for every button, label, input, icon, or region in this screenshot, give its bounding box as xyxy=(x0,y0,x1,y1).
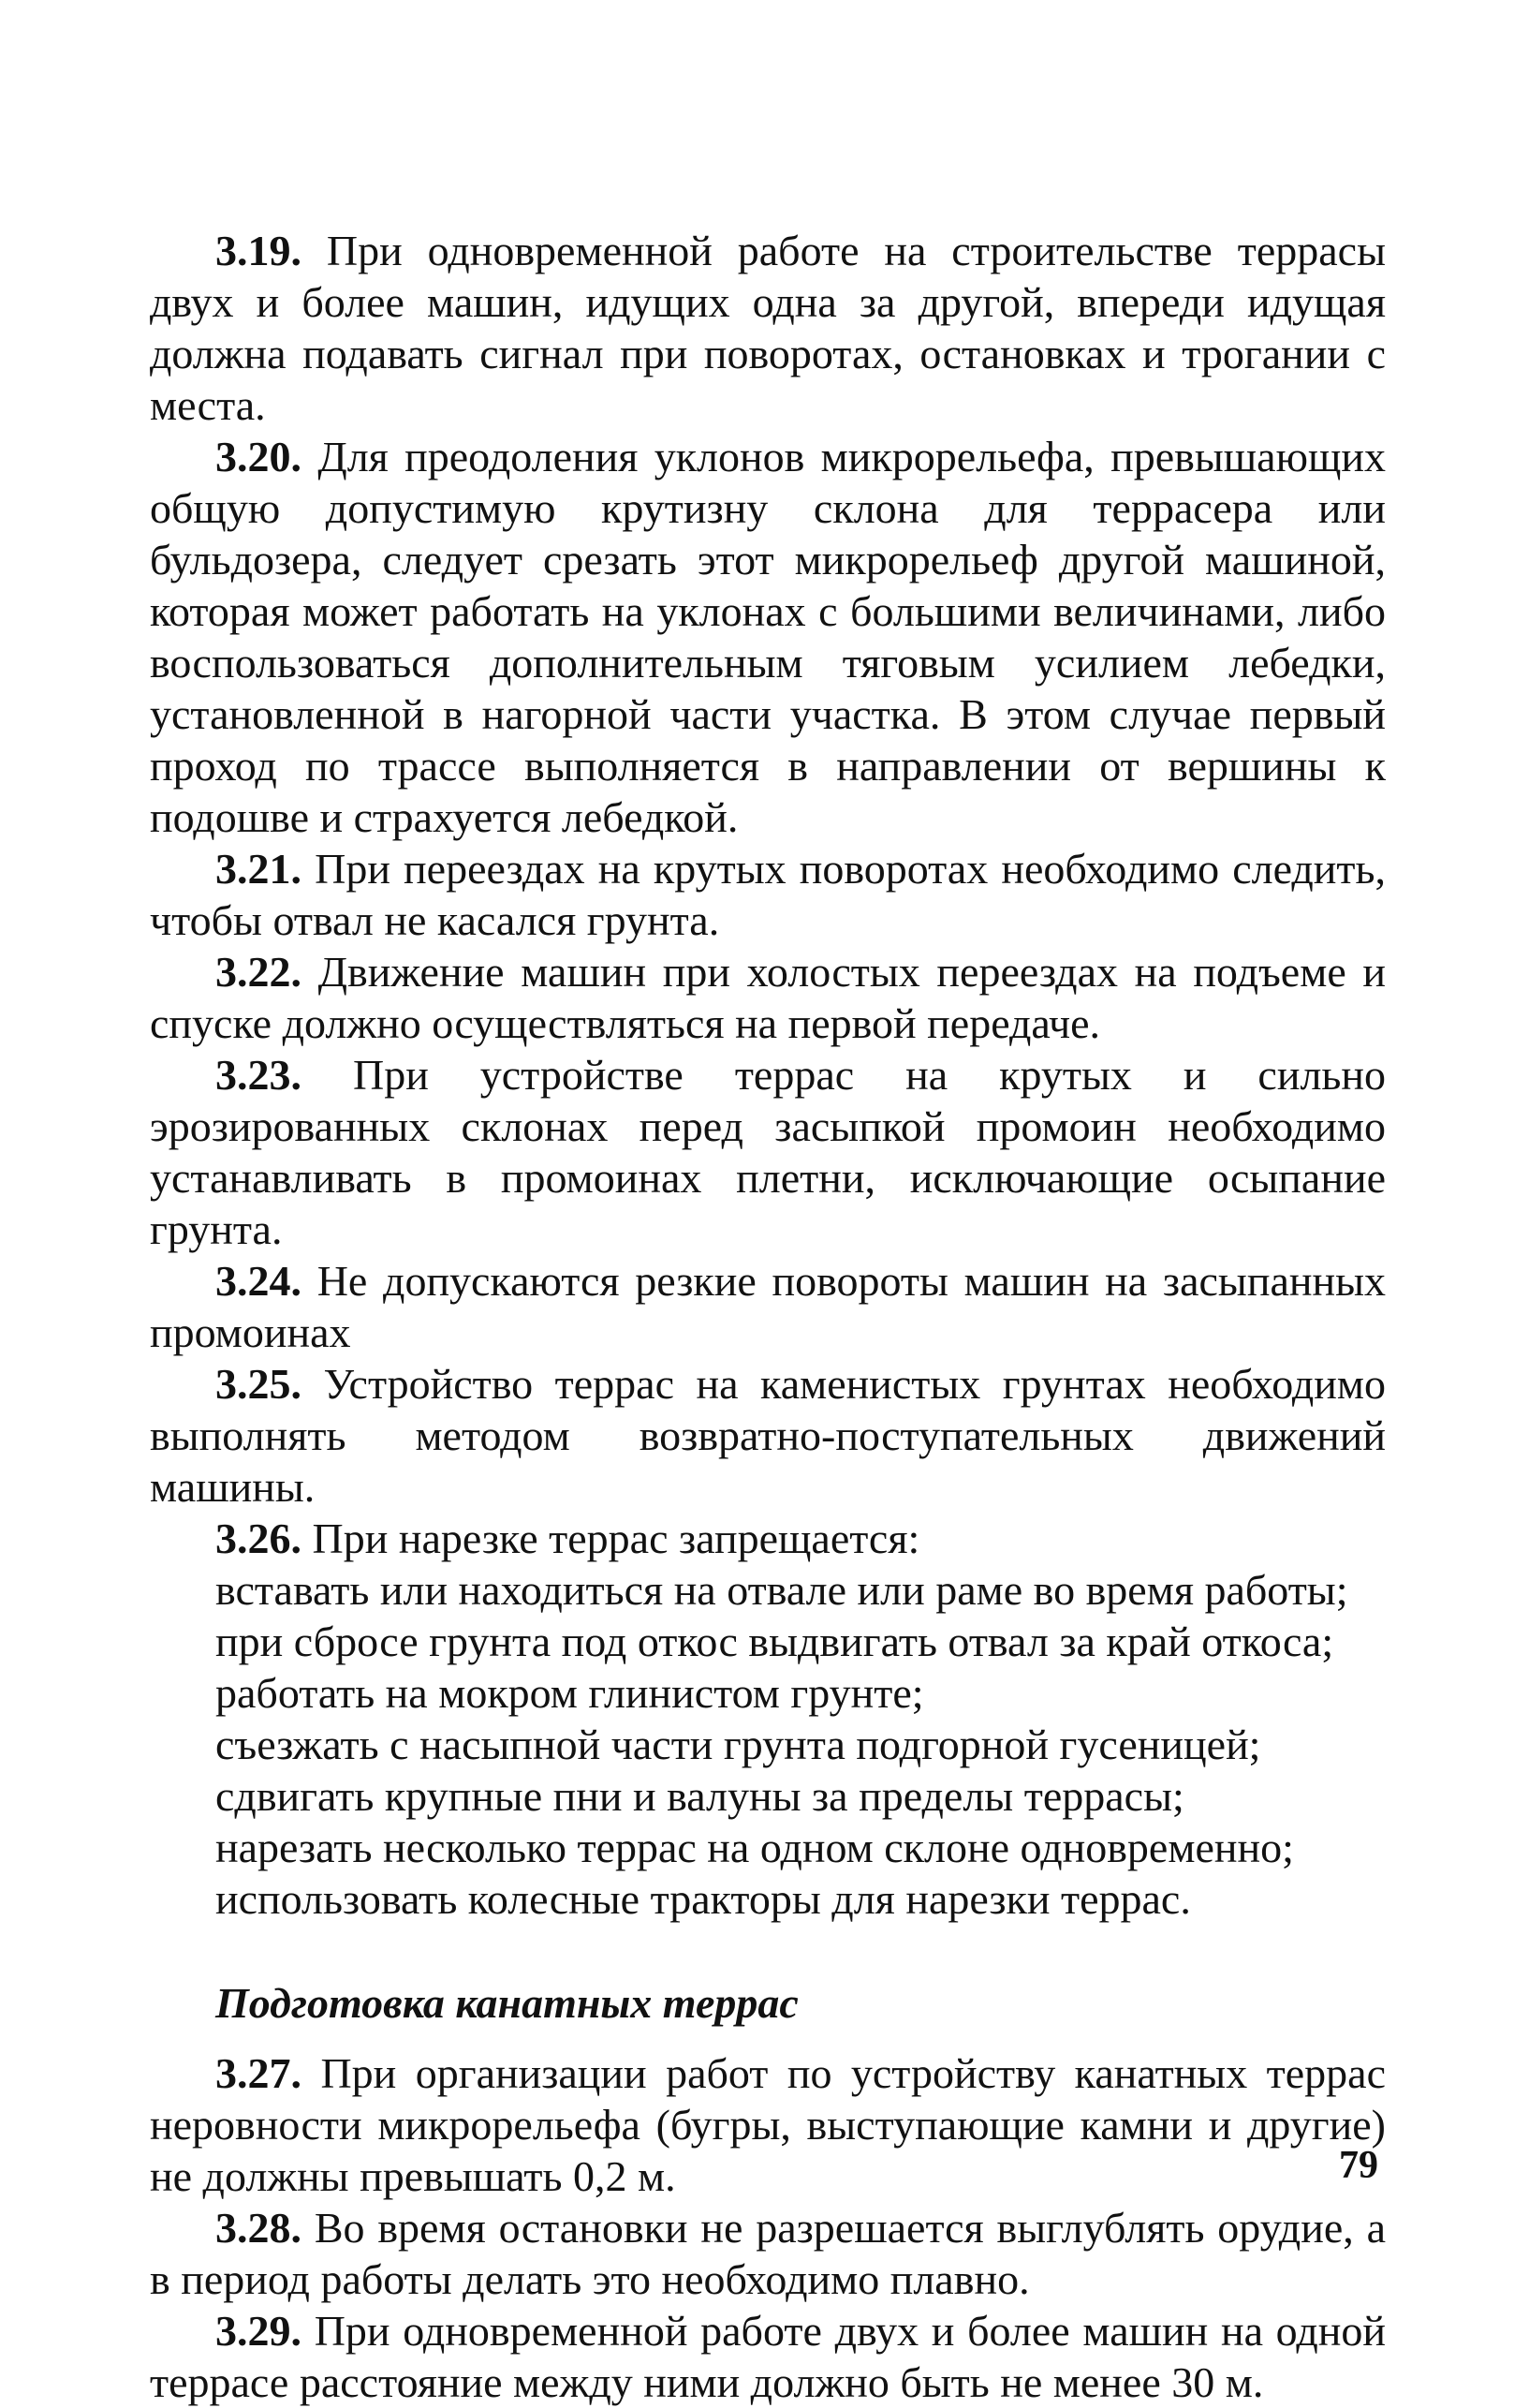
paragraph-3-20 xyxy=(150,431,1386,843)
page-number: 79 xyxy=(1339,2144,1378,2187)
paragraph-3-19 xyxy=(150,225,1386,431)
paragraph-3-24 xyxy=(150,1255,1386,1358)
paragraph-text: Движение машин при холостых переездах на подъеме и спуске должно осуществляться на первой передаче. xyxy=(150,948,1386,1047)
prohibited-list xyxy=(150,1564,1386,1925)
paragraph-number: 3.27. xyxy=(215,2049,301,2097)
paragraph-text: Не допускаются резкие повороты машин на засыпанных промоинах xyxy=(150,1257,1386,1356)
list-item: сдвигать крупные пни и валуны за пределы террасы; xyxy=(215,1772,1184,1820)
paragraph-3-27 xyxy=(150,2047,1386,2202)
list-item: вставать или находиться на отвале или раме во время работы; xyxy=(215,1566,1348,1614)
paragraph-text: При устройстве террас на крутых и сильно эрозированных склонах перед засыпкой промоин необходимо устанавливать в промоинах плетни, исключающие осыпание грунта. xyxy=(150,1051,1387,1253)
paragraph-text: При переездах на крутых поворотах необходимо следить, чтобы отвал не касался грунта. xyxy=(150,845,1386,944)
paragraph-3-21 xyxy=(150,843,1386,946)
paragraph-text: Устройство террас на каменистых грунтах необходимо выполнять методом возвратно-поступательных движений машины. xyxy=(150,1360,1386,1511)
list-item: нарезать несколько террас на одном склоне одновременно; xyxy=(215,1824,1294,1871)
paragraph-3-26 xyxy=(150,1513,1386,1564)
paragraph-3-23 xyxy=(150,1049,1386,1255)
paragraph-3-29 xyxy=(150,2305,1386,2408)
paragraph-text: При нарезке террас запрещается: xyxy=(312,1514,920,1562)
paragraph-number: 3.23. xyxy=(215,1051,301,1099)
paragraph-text: При одновременной работе двух и более машин на одной террасе расстояние между ними должно быть не менее 30 м. xyxy=(150,2307,1386,2406)
paragraph-number: 3.20. xyxy=(215,433,301,480)
list-item: съезжать с насыпной части грунта подгорной гусеницей; xyxy=(215,1721,1261,1768)
paragraph-text: Во время остановки не разрешается выглублять орудие, а в период работы делать это необходимо плавно. xyxy=(150,2204,1386,2303)
section-heading: Подготовка канатных террас xyxy=(215,1979,799,2027)
list-item: использовать колесные тракторы для нарезки террас. xyxy=(215,1875,1191,1923)
paragraph-number: 3.24. xyxy=(215,1257,301,1305)
paragraph-3-28 xyxy=(150,2202,1386,2305)
paragraph-number: 3.28. xyxy=(215,2204,301,2252)
paragraph-number: 3.29. xyxy=(215,2307,301,2355)
list-item: работать на мокром глинистом грунте; xyxy=(215,1669,924,1717)
paragraph-text: Для преодоления уклонов микрорельефа, превышающих общую допустимую крутизну склона для террасера или бульдозера, следует срезать этот микрорельеф другой машиной, которая может работать на уклонах с большими величинами, либо воспользоваться дополнительным тяговым усилием лебедки, установленной в нагорной части участка. В этом случае первый проход по трассе выполняется в направлении от вершины к подошве и страхуется лебедкой. xyxy=(150,433,1386,841)
paragraph-number: 3.25. xyxy=(215,1360,301,1408)
paragraph-3-25 xyxy=(150,1358,1386,1513)
paragraph-text: При одновременной работе на строительстве террасы двух и более машин, идущих одна за другой, впереди идущая должна подавать сигнал при поворотах, остановках и трогании с места. xyxy=(150,227,1386,429)
paragraph-number: 3.21. xyxy=(215,845,301,893)
paragraph-3-22 xyxy=(150,946,1386,1049)
document-page xyxy=(150,225,1386,2408)
paragraph-number: 3.26. xyxy=(215,1514,301,1562)
list-item: при сбросе грунта под откос выдвигать отвал за край откоса; xyxy=(215,1618,1334,1665)
paragraph-number: 3.22. xyxy=(215,948,301,996)
paragraph-number: 3.19. xyxy=(215,227,301,274)
paragraph-text: При организации работ по устройству канатных террас неровности микрорельефа (бугры, выступающие камни и другие) не должны превышать 0,2 м. xyxy=(150,2049,1386,2200)
